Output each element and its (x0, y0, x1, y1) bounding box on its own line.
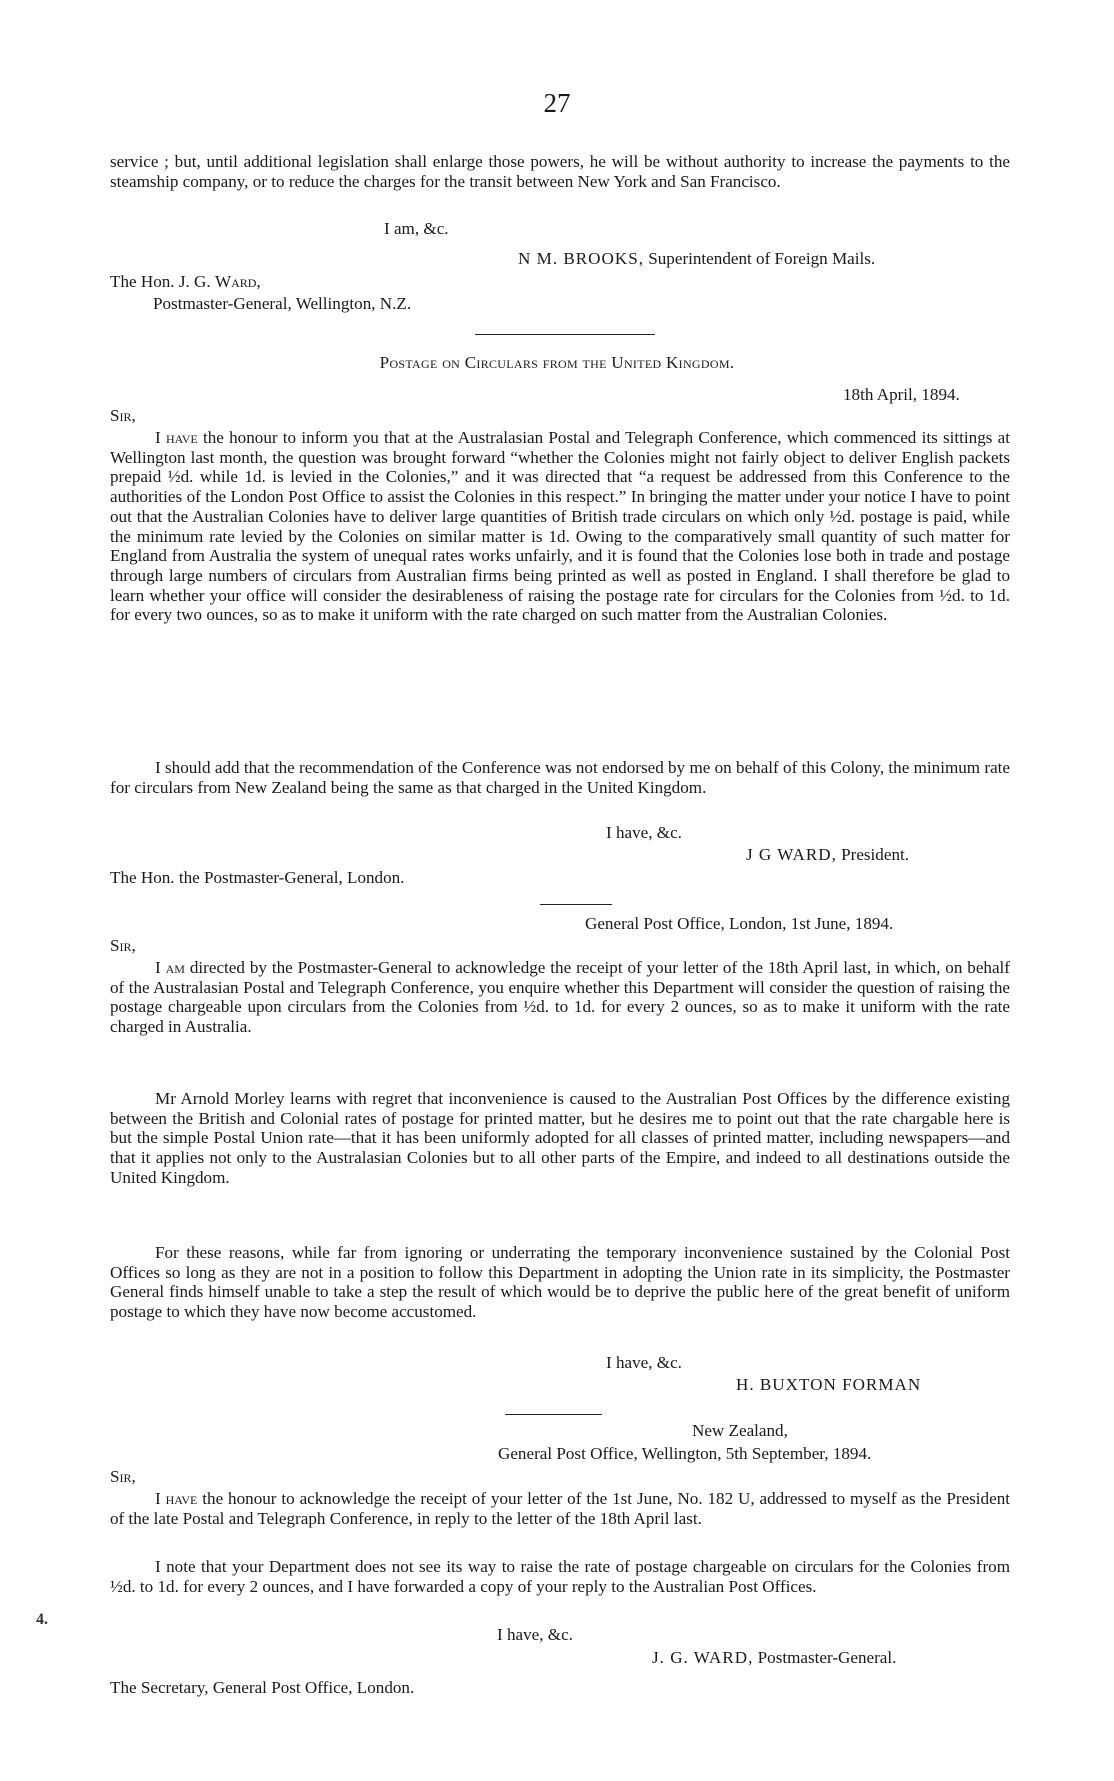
letter3-p1-body: the honour to acknowledge the receipt of your letter of the 1st June, No. 182 U, addressed to myself as the President of the late Postal and Telegraph Conference, in reply to the letter of the 18th April last. (110, 1489, 1010, 1528)
letter1-paragraph2: I should add that the recommendation of the Conference was not endorsed by me on behalf of this Colony, the minimum rate for circulars from New Zealand being the same as that charged in the United Kingdom. (110, 758, 1010, 797)
letter1-signature (746, 845, 909, 865)
letter1-signature-title: President. (836, 845, 910, 864)
letter1-paragraph1 (110, 428, 1010, 625)
letter1-closing: I have, &c. (606, 823, 682, 842)
margin-mark: 4. (36, 1611, 48, 1628)
letter2-paragraph3: For these reasons, while far from ignoring or underrating the temporary inconvenience sustained by the Colonial Post Offices so long as they are not in a position to follow this Department in adopting the Union rate in its simplicity, the Postmaster General finds himself unable to take a step the result of which would be to deprive the public here of the great benefit of uniform postage to which they have now become accustomed. (110, 1243, 1010, 1322)
letter2-salutation: Sir, (110, 936, 136, 955)
letter2-p1-lead: I am (155, 958, 185, 977)
letter1-salutation: Sir, (110, 406, 136, 425)
letter1-p1-body: the honour to inform you that at the Australasian Postal and Telegraph Conference, which commenced its sittings at Wellington last month, the question was brought forward “whether the Colonies might not fairly object to deliver English packets prepaid ½d. while 1d. is levied in the Colonies,” and it was directed that “a request be addressed from this Conference to the authorities of the London Post Office to assist the Colonies in this respect.” In bringing the matter under your notice I have to point out that the Australian Colonies have to deliver large quantities of British trade circulars on which only ½d. postage is paid, while the minimum rate levied by the Colonies on similar matter is 1d. Owing to the comparatively small quantity of such matter for England from Australia the system of unequal rates works unfairly, and it is found that the Colonies lose both in trade and postage through large numbers of circulars from Australian firms being printed as well as posted in England. I shall therefore be glad to learn whether your office will consider the desirableness of raising the postage rate for circulars for the Colonies from ½d. to 1d. for every two ounces, so as to make it uniform with the rate charged on such matter from the Australian Colonies. (110, 428, 1010, 625)
divider (475, 334, 655, 335)
letter3-signature (652, 1648, 896, 1668)
letter2-p1-body: directed by the Postmaster-General to acknowledge the receipt of your letter of the 18th April last, in which, on behalf of the Australasian Postal and Telegraph Conference, you enquire whether this Department will consider the question of raising the postage chargeable upon circulars from the Colonies from ½d. to 1d. for every 2 ounces, so as to make it uniform with the rate charged in Australia. (110, 958, 1010, 1037)
letter3-addressee: The Secretary, General Post Office, London. (110, 1678, 415, 1697)
divider (540, 904, 612, 905)
letter2-paragraph2: Mr Arnold Morley learns with regret that inconvenience is caused to the Australian Post Offices by the difference existing between the British and Colonial rates of postage for printed matter, but he desires me to point out that the rate chargable here is but the simple Postal Union rate—that it has been uniformly adopted for all classes of printed matter, including newspapers—and that it applies not only to the Australasian Colonies but to all other parts of the Empire, and indeed to all destinations outside the United Kingdom. (110, 1089, 1010, 1187)
intro-signature (518, 249, 875, 269)
page-number: 27 (543, 88, 571, 118)
letter1-p1-lead: I have (155, 428, 198, 447)
intro-addressee-name: Ward, (214, 272, 261, 291)
letter3-paragraph1 (110, 1489, 1010, 1528)
intro-addressee-prefix: The Hon. J. G. (110, 272, 215, 291)
letter2-signature-name: H. BUXTON FORMAN (736, 1375, 922, 1394)
letter1-title: Postage on Circulars from the United Kingdom. (379, 353, 735, 372)
intro-signature-name: N M. BROOKS, (518, 249, 644, 268)
intro-addressee-line2: Postmaster-General, Wellington, N.Z. (153, 294, 412, 313)
letter2-paragraph1 (110, 958, 1010, 1037)
divider (505, 1414, 602, 1415)
letter2-closing: I have, &c. (606, 1353, 682, 1372)
letter3-paragraph2: I note that your Department does not see its way to raise the rate of postage chargeable on circulars for the Colonies from ½d. to 1d. for every 2 ounces, and I have forwarded a copy of your reply to the Australian Post Offices. (110, 1557, 1010, 1596)
intro-closing: I am, &c. (384, 219, 449, 238)
letter3-salutation: Sir, (110, 1467, 136, 1486)
letter3-closing: I have, &c. (497, 1625, 573, 1644)
letter3-signature-title: Postmaster-General. (753, 1648, 897, 1667)
intro-signature-title: Superintendent of Foreign Mails. (643, 249, 876, 268)
letter1-addressee: The Hon. the Postmaster-General, London. (110, 868, 405, 887)
letter3-p1-lead: I have (155, 1489, 198, 1508)
intro-addressee-line1 (110, 272, 261, 292)
letter1-signature-name: J G WARD, (746, 845, 837, 864)
letter3-date: General Post Office, Wellington, 5th September, 1894. (498, 1444, 872, 1463)
intro-paragraph: service ; but, until additional legislation shall enlarge those powers, he will be without authority to increase the payments to the steamship company, or to reduce the charges for the transit between New York and San Francisco. (110, 152, 1010, 191)
letter2-date: General Post Office, London, 1st June, 1894. (585, 914, 894, 933)
letter3-place: New Zealand, (692, 1421, 788, 1440)
letter3-signature-name: J. G. WARD, (652, 1648, 754, 1667)
letter1-date: 18th April, 1894. (843, 385, 960, 404)
